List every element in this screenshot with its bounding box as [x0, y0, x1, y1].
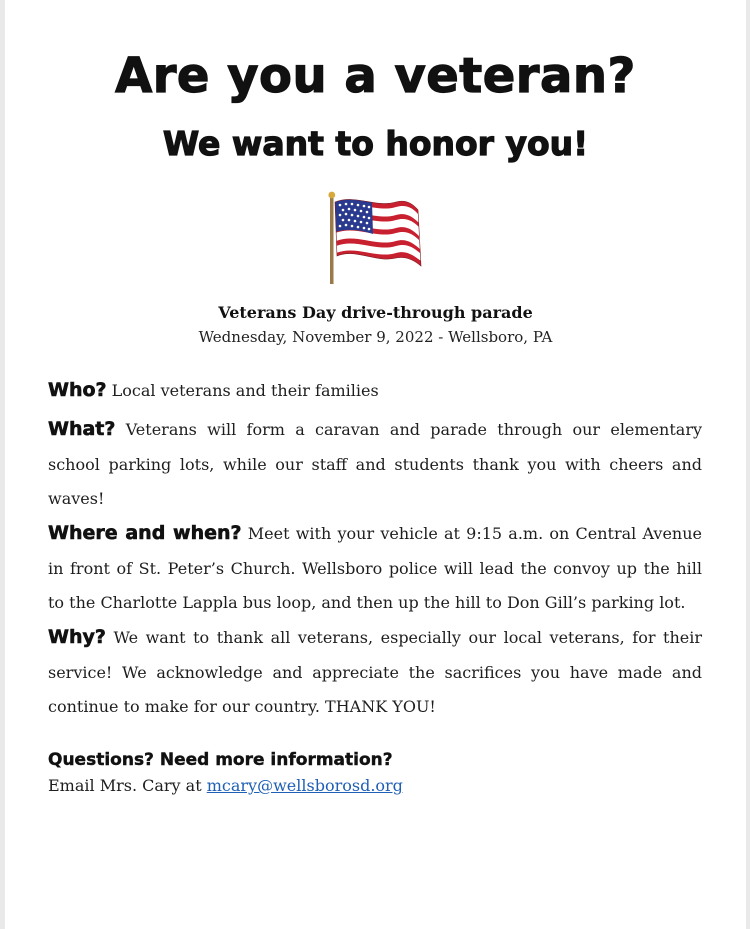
event-details: Wednesday, November 9, 2022 - Wellsboro, PA — [198, 328, 553, 346]
where-label: Where and when? — [48, 522, 242, 544]
headline: Are you a veteran? — [115, 48, 636, 104]
contact-line — [48, 776, 403, 795]
where-text: Meet with your vehicle at 9:15 a.m. on Central Avenue in front of St. Peter’s Church. Wellsboro police will lead the convoy up the hill to the Charlotte Lappla bus loop, and then up the hill to Don Gill’s parking lot. — [48, 524, 702, 613]
event-title: Veterans Day drive-through parade — [218, 303, 533, 322]
who-label: Who? — [48, 379, 107, 401]
why-label: Why? — [48, 626, 106, 648]
section-what — [48, 412, 702, 517]
what-label: What? — [48, 418, 116, 440]
contact-heading: Questions? Need more information? — [48, 750, 393, 770]
why-text: We want to thank all veterans, especially our local veterans, for their service! We acknowledge and appreciate the sacrifices you have made and continue to make for our country. THANK YOU! — [48, 628, 702, 717]
what-text: Veterans will form a caravan and parade through our elementary school parking lots, while our staff and students thank you with cheers and waves! — [48, 420, 702, 509]
section-where-when — [48, 516, 702, 621]
contact-prefix: Email Mrs. Cary at — [48, 776, 207, 795]
american-flag-icon — [326, 190, 422, 284]
email-link[interactable]: mcary@wellsborosd.org — [206, 776, 403, 795]
who-text: Local veterans and their families — [106, 381, 379, 400]
section-who — [48, 373, 702, 409]
subheadline: We want to honor you! — [162, 124, 589, 163]
section-why — [48, 620, 702, 725]
flyer-page — [5, 0, 746, 929]
